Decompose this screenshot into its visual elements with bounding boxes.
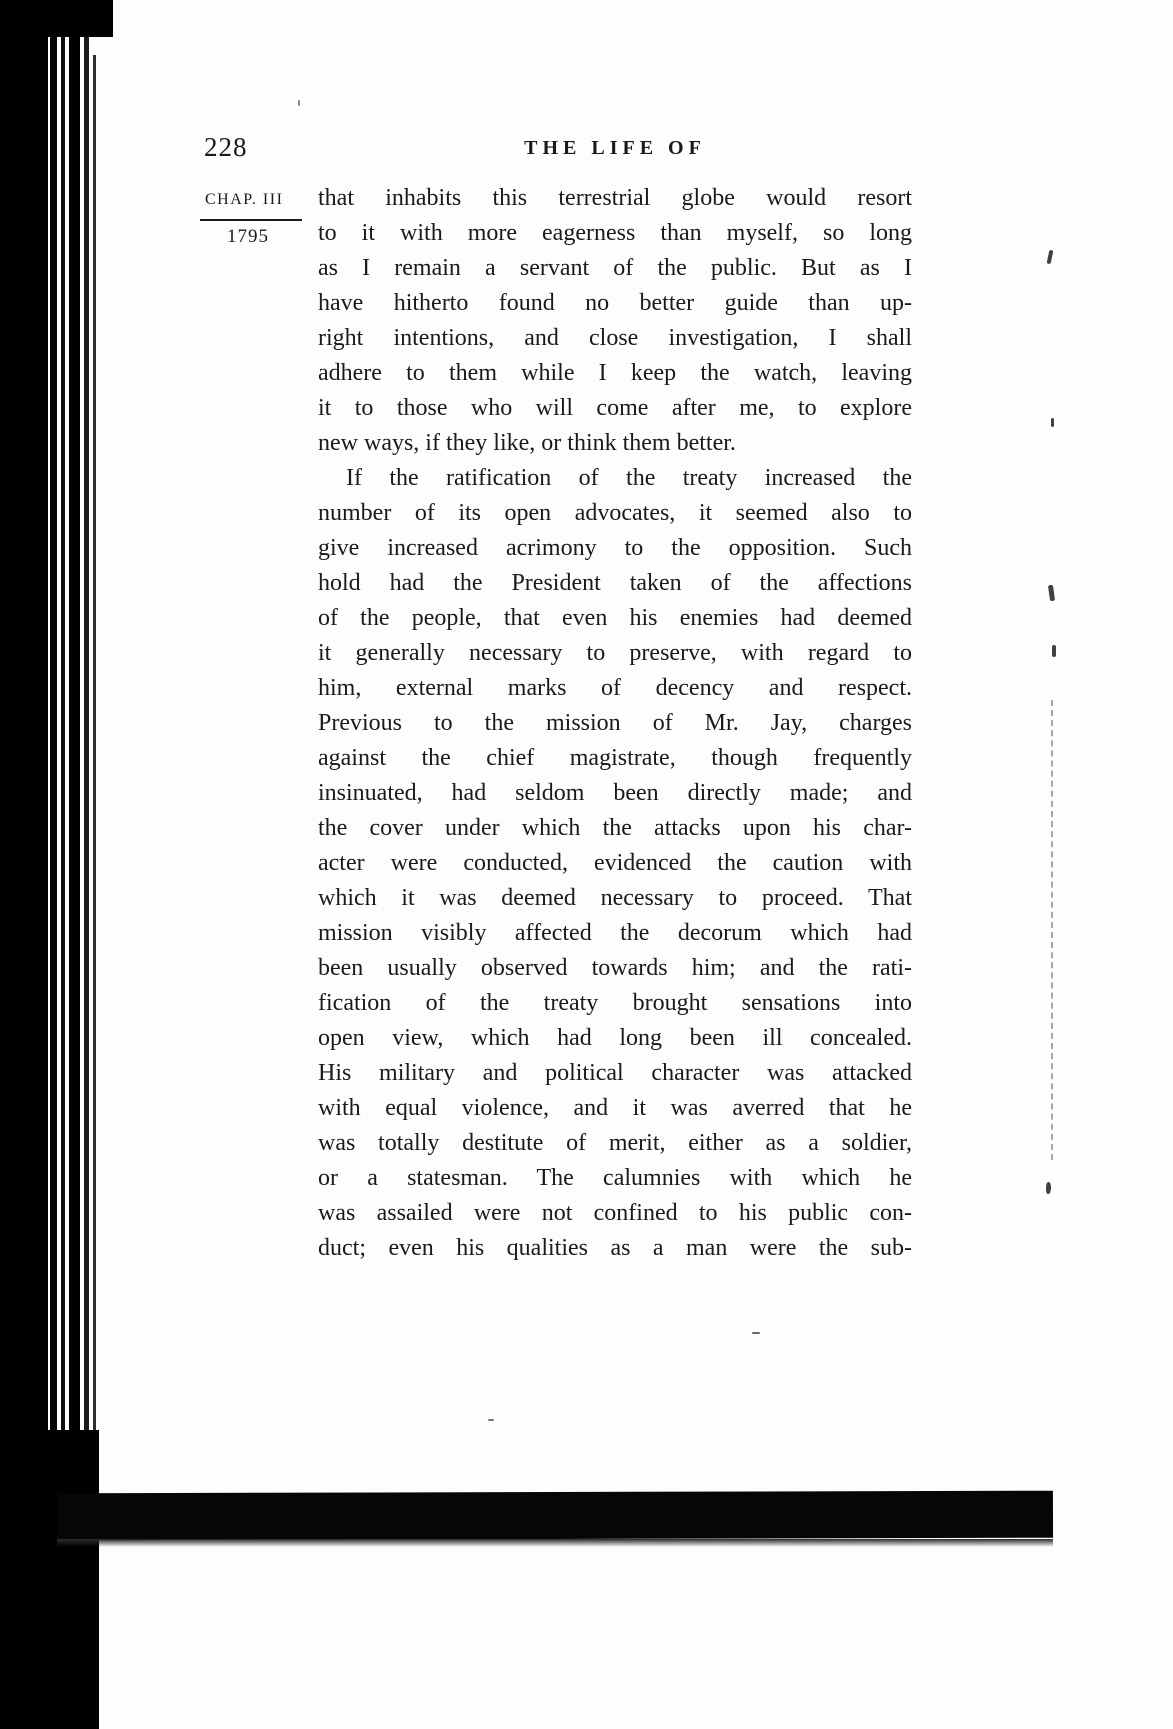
sidenote-chapter: CHAP. III <box>205 191 284 208</box>
sidenote-rule <box>200 219 302 221</box>
body-text <box>318 181 912 1266</box>
scan-speck <box>298 100 300 106</box>
body-line: was totally destitute of merit, either as a soldier, <box>318 1130 912 1156</box>
binding-stripe <box>69 0 80 1640</box>
body-line: His military and political character was attacked <box>318 1060 912 1086</box>
body-line: against the chief magistrate, though frequently <box>318 745 912 771</box>
body-line: number of its open advocates, it seemed also to <box>318 500 912 526</box>
binding-stripe <box>93 55 96 1535</box>
body-line: hold had the President taken of the affections <box>318 570 912 596</box>
body-line: with equal violence, and it was averred that he <box>318 1095 912 1121</box>
binding-corner-top <box>0 0 113 37</box>
body-line: been usually observed towards him; and the rati- <box>318 955 912 981</box>
scan-speck <box>488 1419 494 1421</box>
body-line: him, external marks of decency and respect. <box>318 675 912 701</box>
body-line: was assailed were not confined to his public con- <box>318 1200 912 1226</box>
scan-bleed-line <box>1051 700 1053 1160</box>
body-line: right intentions, and close investigation, I shall <box>318 325 912 351</box>
scan-speck <box>1046 1182 1051 1194</box>
page-number: 228 <box>204 132 248 162</box>
body-line: duct; even his qualities as a man were the sub- <box>318 1235 912 1261</box>
scan-speck <box>1052 645 1056 657</box>
binding-stripe <box>84 22 89 1582</box>
body-line: of the people, that even his enemies had deemed <box>318 605 912 631</box>
body-line: insinuated, had seldom been directly made; and <box>318 780 912 806</box>
binding-corner-bottom <box>0 1430 99 1729</box>
body-line: which it was deemed necessary to proceed. That <box>318 885 912 911</box>
body-line: it to those who will come after me, to explore <box>318 395 912 421</box>
body-line: adhere to them while I keep the watch, leaving <box>318 360 912 386</box>
body-line: If the ratification of the treaty increased the <box>346 465 912 491</box>
scan-speck <box>1048 585 1055 602</box>
binding-stripe <box>61 0 65 1680</box>
body-line: fication of the treaty brought sensations into <box>318 990 912 1016</box>
body-line: Previous to the mission of Mr. Jay, charges <box>318 710 912 736</box>
body-line: as I remain a servant of the public. But as I <box>318 255 912 281</box>
scan-speck <box>1051 418 1054 427</box>
body-line: new ways, if they like, or think them better. <box>318 430 736 456</box>
body-line: it generally necessary to preserve, with regard to <box>318 640 912 666</box>
body-line: or a statesman. The calumnies with which he <box>318 1165 912 1191</box>
body-line: have hitherto found no better guide than up- <box>318 290 912 316</box>
body-line: the cover under which the attacks upon his char- <box>318 815 912 841</box>
scan-artifact-bottom-band <box>57 1491 1053 1541</box>
body-line: to it with more eagerness than myself, so long <box>318 220 912 246</box>
sidenote-year: 1795 <box>227 226 269 247</box>
scan-speck <box>752 1332 760 1334</box>
body-line: open view, which had long been ill concealed. <box>318 1025 912 1051</box>
scan-artifact-bottom-fade <box>57 1539 1053 1547</box>
body-line: give increased acrimony to the opposition. Such <box>318 535 912 561</box>
scan-speck <box>1047 250 1054 265</box>
running-header: THE LIFE OF <box>524 137 706 159</box>
body-line: mission visibly affected the decorum which had <box>318 920 912 946</box>
body-line: acter were conducted, evidenced the caution with <box>318 850 912 876</box>
body-line: that inhabits this terrestrial globe would resort <box>318 185 912 211</box>
